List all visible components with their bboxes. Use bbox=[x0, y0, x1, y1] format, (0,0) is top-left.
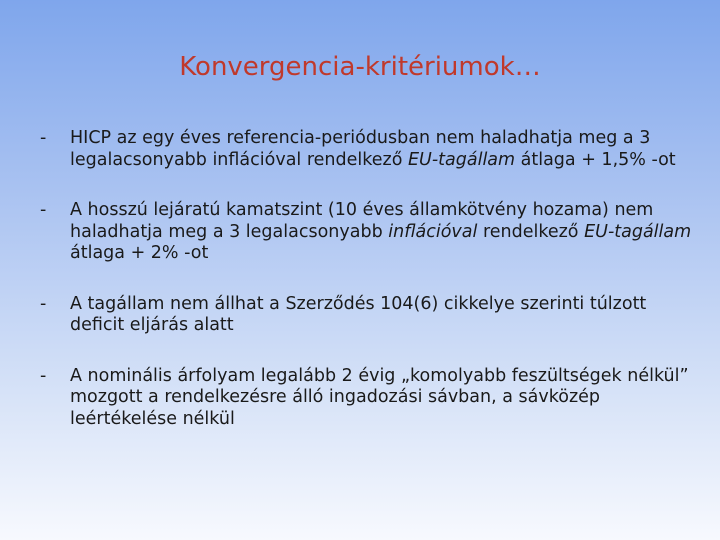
bullet-text-emphasis: EU-tagállam bbox=[407, 149, 516, 170]
bullet-text bbox=[70, 128, 676, 170]
bullet-marker: - bbox=[40, 128, 47, 148]
bullet-text-emphasis: EU-tagállam bbox=[584, 221, 692, 242]
bullet-item bbox=[40, 366, 700, 431]
bullet-marker: - bbox=[40, 365, 47, 386]
bullet-text-emphasis: inflációval bbox=[388, 221, 478, 242]
bullet-item bbox=[40, 200, 700, 265]
bullet-marker: - bbox=[40, 200, 47, 220]
bullet-text-part: HICP az egy éves referencia-periódusban nem haladhatja meg a 3 legalacsonyabb inflációval rendelkező bbox=[70, 128, 651, 170]
bullet-text-part: A hosszú lejáratú kamatszint (10 éves államkötvény hozama) nem haladhatja meg a 3 legalacsonyabb bbox=[70, 200, 654, 242]
bullet-text: A tagállam nem állhat a Szerződés 104(6) cikkelye szerinti túlzott deficit eljárás alatt bbox=[70, 293, 647, 335]
bullet-text-part: átlaga + 1,5% -ot bbox=[515, 149, 676, 170]
bullet-text bbox=[70, 200, 691, 263]
bullet-marker: - bbox=[40, 293, 47, 314]
bullet-item bbox=[40, 294, 700, 337]
bullet-text-part: átlaga + 2% -ot bbox=[70, 243, 209, 263]
bullet-list bbox=[40, 128, 700, 459]
bullet-text-part: rendelkező bbox=[477, 221, 585, 242]
bullet-text: A nominális árfolyam legalább 2 évig „komolyabb feszültségek nélkül” mozgott a rendelkezésre álló ingadozási sávban, a sávközép leértékelése nélkül bbox=[70, 365, 689, 429]
bullet-item bbox=[40, 128, 700, 171]
slide-title: Konvergencia-kritériumok… bbox=[179, 52, 541, 82]
